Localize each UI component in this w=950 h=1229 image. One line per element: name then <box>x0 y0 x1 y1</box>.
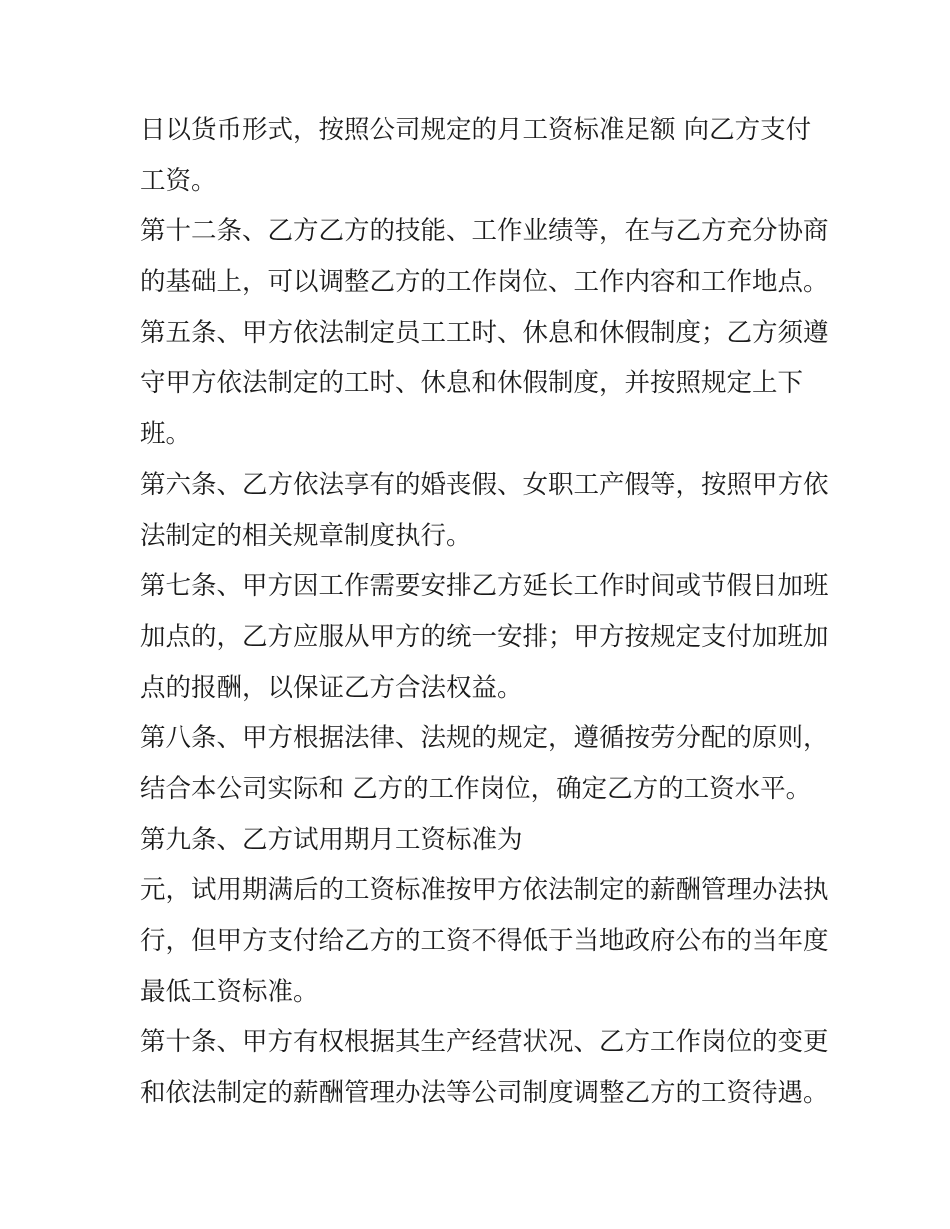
text-line: 工资。 <box>140 165 217 196</box>
text-line: 班。 <box>140 419 192 450</box>
article-9-line: 第九条、乙方试用期月工资标准为 <box>140 824 523 855</box>
text-line: 最低工资标准。 <box>140 976 319 1007</box>
text-line: 守甲方依法制定的工时、休息和休假制度，并按照规定上下 <box>140 368 804 399</box>
text-line: 结合本公司实际和 乙方的工作岗位，确定乙方的工资水平。 <box>140 773 812 804</box>
article-6-line: 第六条、乙方依法享有的婚丧假、女职工产假等，按照甲方依 <box>140 469 829 500</box>
article-5-line: 第五条、甲方依法制定员工工时、休息和休假制度；乙方须遵 <box>140 317 829 348</box>
document-page <box>140 105 840 1119</box>
text-line: 法制定的相关规章制度执行。 <box>140 520 472 551</box>
text-line: 的基础上，可以调整乙方的工作岗位、工作内容和工作地点。 <box>140 267 829 298</box>
text-line: 和依法制定的薪酬管理办法等公司制度调整乙方的工资待遇。 <box>140 1078 829 1109</box>
article-8-line: 第八条、甲方根据法律、法规的规定，遵循按劳分配的原则， <box>140 723 829 754</box>
text-line: 行，但甲方支付给乙方的工资不得低于当地政府公布的当年度 <box>140 926 829 956</box>
article-7-line: 第七条、甲方因工作需要安排乙方延长工作时间或节假日加班 <box>140 571 829 602</box>
text-line: 元，试用期满后的工资标准按甲方依法制定的薪酬管理办法执 <box>140 875 829 906</box>
text-line: 点的报酬，以保证乙方合法权益。 <box>140 672 523 703</box>
text-line: 加点的，乙方应服从甲方的统一安排；甲方按规定支付加班加 <box>140 621 829 652</box>
article-10-line: 第十条、甲方有权根据其生产经营状况、乙方工作岗位的变更 <box>140 1027 829 1058</box>
article-12-line: 第十二条、乙方乙方的技能、工作业绩等，在与乙方充分协商 <box>140 216 829 247</box>
text-line: 日以货币形式，按照公司规定的月工资标准足额 向乙方支付 <box>140 115 812 145</box>
